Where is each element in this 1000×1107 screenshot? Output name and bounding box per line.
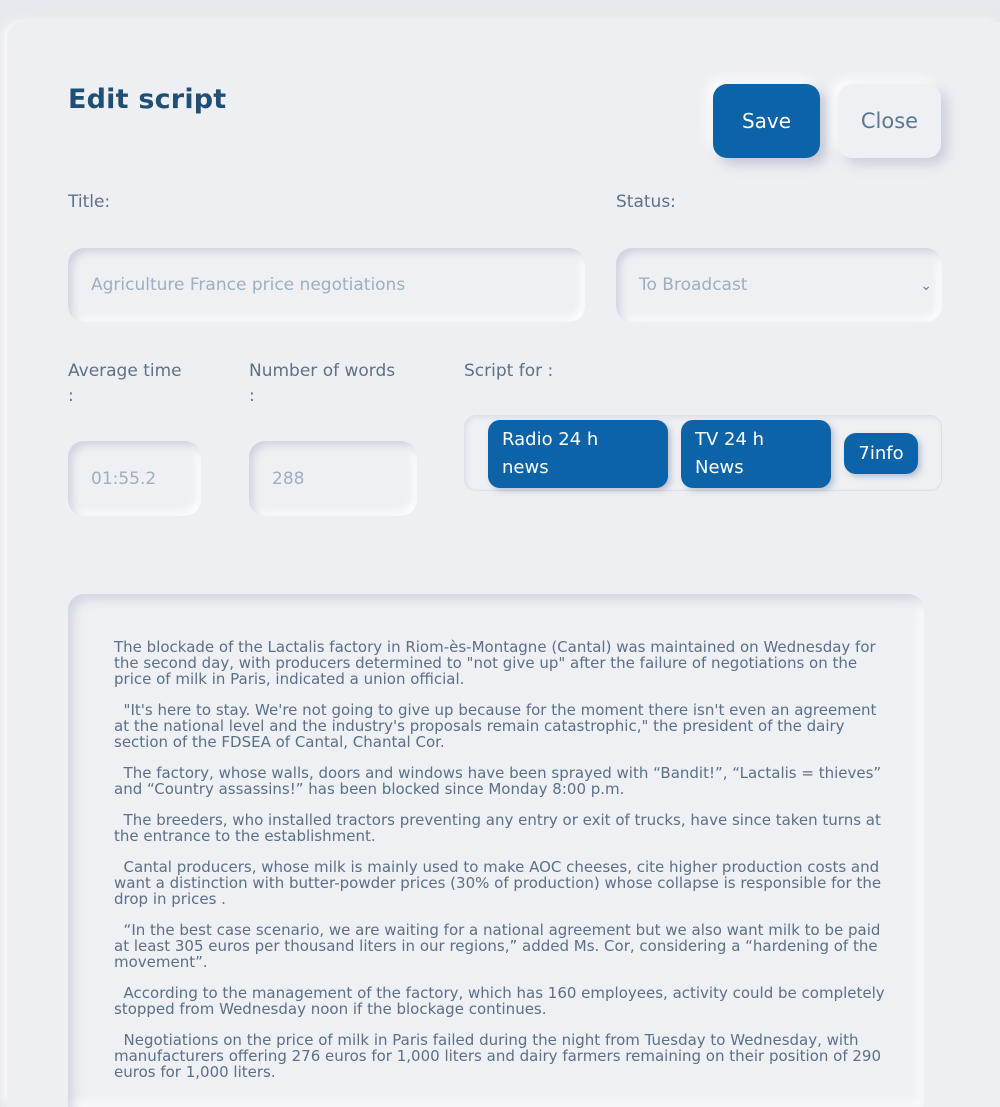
word-count-input[interactable]	[249, 441, 417, 516]
script-paragraph: Cantal producers, whose milk is mainly used to make AOC cheeses, cite higher production costs and want a distinction with butter-powder prices (30% of production) whose collapse is responsible for the drop in prices .	[114, 858, 886, 908]
script-paragraph: According to the management of the factory, which has 160 employees, activity could be completely stopped from Wednesday noon if the blockage continues.	[114, 984, 890, 1018]
average-time-value: 01:55.2	[91, 468, 157, 489]
tag-tv-24h-news[interactable]: TV 24 h News	[681, 420, 831, 488]
word-count-label: Number of words :	[249, 361, 396, 406]
script-paragraph: “In the best case scenario, we are waiting for a national agreement but we also want milk to be paid at least 305 euros per thousand liters in our regions,” added Ms. Cor, considering a “hardening of the movement”.	[114, 921, 886, 971]
script-paragraph: The blockade of the Lactalis factory in Riom-ès-Montagne (Cantal) was maintained on Wednesday for the second day, with producers determined to "not give up" after the failure of negotiations on the price of milk in Paris, indicated a union official.	[114, 638, 881, 688]
chevron-down-icon: ⌄	[920, 278, 932, 294]
save-button[interactable]: Save	[713, 84, 820, 158]
tag-7info[interactable]: 7info	[844, 433, 918, 474]
script-for-label: Script for :	[464, 361, 554, 381]
page-title: Edit script	[68, 84, 227, 115]
average-time-input[interactable]	[68, 441, 201, 516]
tag-radio-24h-news[interactable]: Radio 24 h news	[488, 420, 668, 488]
title-label: Title:	[68, 192, 111, 212]
script-editor[interactable]	[68, 594, 924, 1107]
title-input-value: Agriculture France price negotiations	[91, 275, 406, 295]
status-label: Status:	[616, 192, 676, 212]
close-button[interactable]: Close	[838, 84, 941, 158]
script-paragraph: "It's here to stay. We're not going to give up because for the moment there isn't even an agreement at the national level and the industry's proposals remain catastrophic," the president of the dairy section of the FDSEA of Cantal, Chantal Cor.	[114, 701, 882, 751]
script-paragraph: The breeders, who installed tractors preventing any entry or exit of trucks, have since taken turns at the entrance to the establishment.	[114, 811, 886, 845]
word-count-value: 288	[272, 468, 305, 489]
script-paragraph: The factory, whose walls, doors and windows have been sprayed with “Bandit!”, “Lactalis = thieves” and “Country assassins!” has been blocked since Monday 8:00 p.m.	[114, 764, 886, 798]
status-select-value: To Broadcast	[639, 275, 748, 295]
average-time-label: Average time :	[68, 361, 182, 406]
status-select[interactable]	[616, 248, 942, 322]
script-paragraph: Negotiations on the price of milk in Paris failed during the night from Tuesday to Wednesday, with manufacturers offering 276 euros for 1,000 liters and dairy farmers remaining on their position of 290 euros for 1,000 liters.	[114, 1031, 886, 1081]
title-input[interactable]	[68, 248, 585, 322]
